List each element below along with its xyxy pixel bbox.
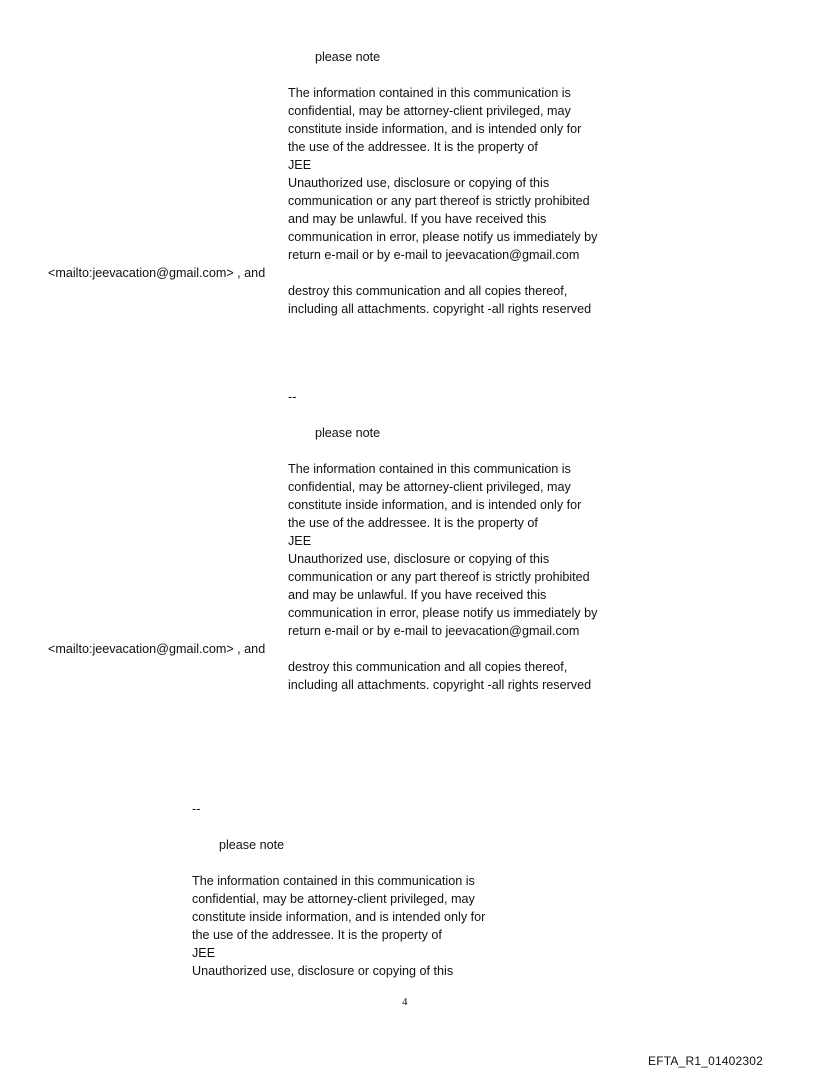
notice-line: constitute inside information, and is intended only for (192, 910, 486, 924)
notice-line: the use of the addressee. It is the property of (288, 140, 538, 154)
notice-line: Unauthorized use, disclosure or copying of this (288, 176, 550, 190)
page-number: 4 (402, 996, 408, 1008)
notice-heading: please note (219, 838, 285, 852)
notice-line: return e-mail or by e-mail to jeevacation@gmail.com (288, 624, 580, 638)
notice-line: confidential, may be attorney-client privileged, may (288, 104, 571, 118)
notice-line: constitute inside information, and is intended only for (288, 498, 582, 512)
notice-line: return e-mail or by e-mail to jeevacation@gmail.com (288, 248, 580, 262)
notice-line: The information contained in this communication is (288, 86, 571, 100)
notice-closing-line: destroy this communication and all copies thereof, (288, 284, 568, 298)
notice-line: Unauthorized use, disclosure or copying of this (288, 552, 550, 566)
notice-line: communication in error, please notify us immediately by (288, 230, 598, 244)
notice-closing-line: including all attachments. copyright -all rights reserved (288, 302, 592, 316)
notice-line: communication or any part thereof is strictly prohibited (288, 194, 590, 208)
notice-closing-line: destroy this communication and all copies thereof, (288, 660, 568, 674)
notice-line: and may be unlawful. If you have received this (288, 588, 547, 602)
notice-line: confidential, may be attorney-client privileged, may (288, 480, 571, 494)
notice-line: The information contained in this communication is (288, 462, 571, 476)
notice-line: communication in error, please notify us immediately by (288, 606, 598, 620)
notice-line: communication or any part thereof is strictly prohibited (288, 570, 590, 584)
mailto-link[interactable]: <mailto:jeevacation@gmail.com> , and (48, 266, 266, 280)
notice-line: and may be unlawful. If you have received this (288, 212, 547, 226)
notice-line: JEE (192, 946, 216, 960)
notice-line: The information contained in this communication is (192, 874, 475, 888)
notice-closing-line: including all attachments. copyright -all rights reserved (288, 678, 592, 692)
notice-heading: please note (315, 426, 381, 440)
notice-line: JEE (288, 158, 312, 172)
mailto-link[interactable]: <mailto:jeevacation@gmail.com> , and (48, 642, 266, 656)
notice-line: Unauthorized use, disclosure or copying of this (192, 964, 454, 978)
document-id: EFTA_R1_01402302 (648, 1054, 764, 1068)
notice-heading: please note (315, 50, 381, 64)
notice-line: the use of the addressee. It is the property of (192, 928, 442, 942)
notice-line: constitute inside information, and is intended only for (288, 122, 582, 136)
notice-line: JEE (288, 534, 312, 548)
separator: -- (288, 390, 297, 404)
separator: -- (192, 802, 201, 816)
notice-line: the use of the addressee. It is the property of (288, 516, 538, 530)
notice-line: confidential, may be attorney-client privileged, may (192, 892, 475, 906)
